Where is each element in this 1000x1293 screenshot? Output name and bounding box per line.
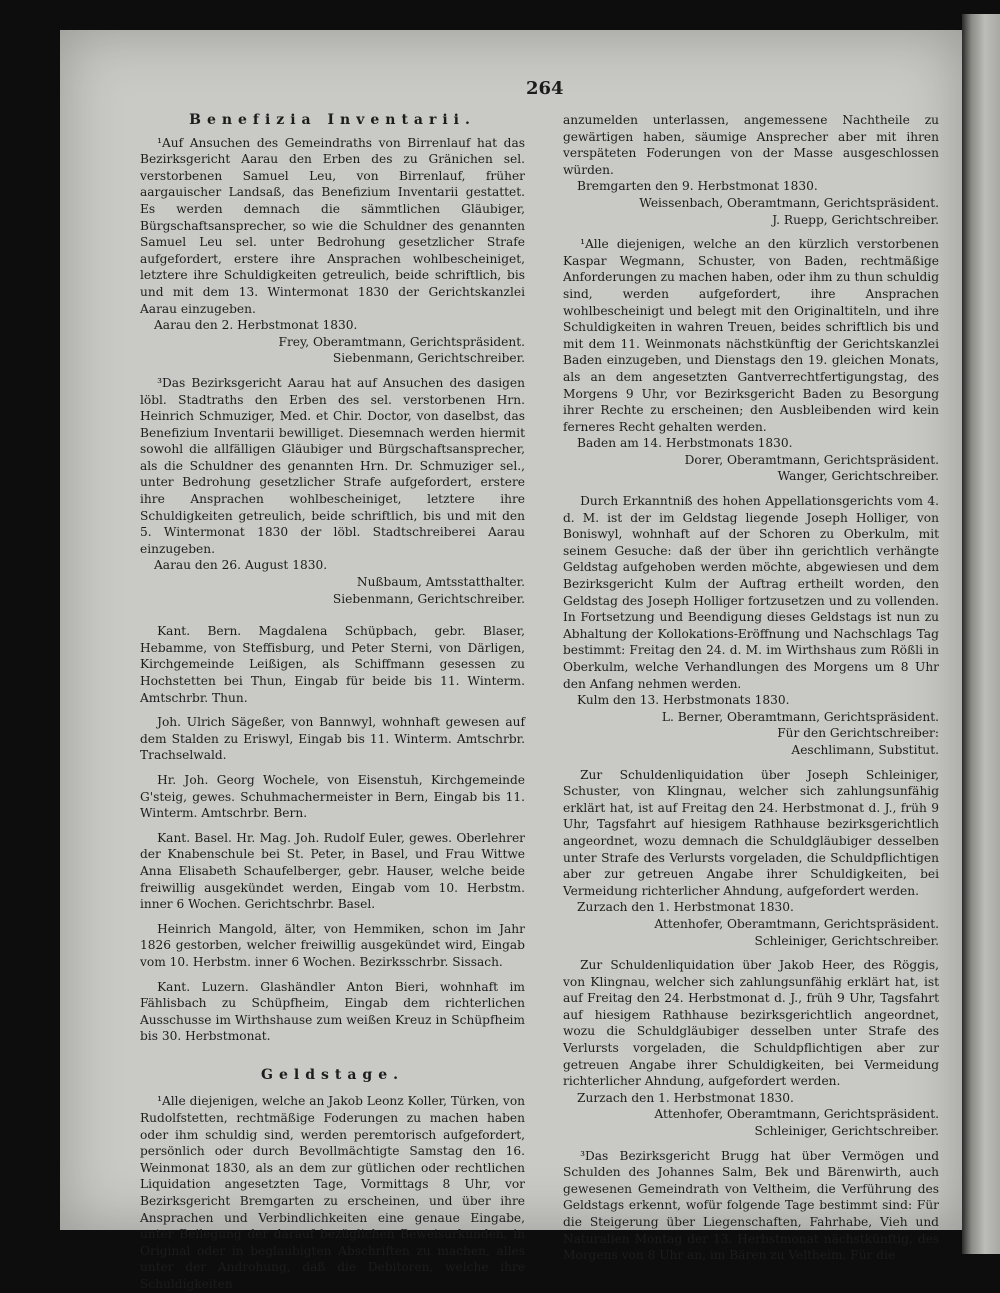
notice-leu bbox=[140, 135, 525, 367]
notice-text: ¹Alle diejenigen, welche an den kürzlich verstorbenen Kaspar Wegmann, Schuster, von Baden, rechtmäßige Anforderungen zu machen haben, oder ihm zu thun schuldig sind, werden aufgefordert, ihre Ansprachen wohlbescheinigt und belegt mit den Originaltiteln, und ihre Schuldigkeiten in wahren Treuen, beides schriftlich bis und mit dem 11. Weinmonats nächstkünftig der Gerichtskanzlei Baden einzugeben, und Dienstags den 19. gleichen Monats, als an dem angesetzten Gantverrechtfertigungstag, des Morgens 9 Uhr, vor Bezirksgericht Baden zu Besorgung ihrer Rechte zu erscheinen; den Ausbleibenden wird kein ferneres Recht gehalten werden. bbox=[563, 237, 939, 434]
notice-place-date: Baden am 14. Herbstmonats 1830. bbox=[577, 436, 793, 451]
notice-heer bbox=[563, 957, 939, 1140]
notice-signature: Wanger, Gerichtschreiber. bbox=[777, 469, 939, 484]
page-number: 264 bbox=[526, 78, 564, 99]
notice-wochele: Hr. Joh. Georg Wochele, von Eisenstuh, Kirchgemeinde G'steig, gewes. Schuhmachermeister in Bern, Eingab bis 11. Winterm. Amtschrbr. Bern. bbox=[140, 772, 525, 821]
notice-schleiniger bbox=[563, 767, 939, 950]
notice-saegesser: Joh. Ulrich Sägeßer, von Bannwyl, wohnhaft gewesen auf dem Stalden zu Eriswyl, Eingab bis 11. Winterm. Amtschrbr. Trachselwald. bbox=[140, 715, 525, 763]
notice-signature: Frey, Oberamtmann, Gerichtspräsident. bbox=[278, 334, 525, 349]
section-title-benefizia: Benefizia Inventarii. bbox=[189, 112, 476, 128]
notice-signature: Attenhofer, Oberamtmann, Gerichtspräsident. bbox=[654, 916, 939, 931]
notice-signature: Weissenbach, Oberamtmann, Gerichtspräsident. bbox=[639, 195, 939, 210]
notice-kant-bern: Kant. Bern. Magdalena Schüpbach, gebr. Blaser, Hebamme, von Steffisburg, und Peter Sterni, von Därligen, Kirchgemeinde Leißigen, als Schiffmann gesessen zu Hochstetten bei Thun, Eingab für beide bis 11. Winterm. Amtschrbr. Thun. bbox=[140, 624, 525, 705]
notice-koller: ¹Alle diejenigen, welche an Jakob Leonz Koller, Türken, von Rudolfstetten, rechtmäßige Foderungen zu machen haben oder ihm schuldig sind, werden peremtorisch aufgefordert, persönlich oder durch Bevollmächtigte Samstag den 16. Weinmonat 1830, als an dem zur gütlichen oder rechtlichen Liquidation angesetzten Tage, Vormittags 8 Uhr, vor Bezirksgericht Bremgarten zu erscheinen, und über ihre Ansprachen und Verbindlichkeiten eine genaue Eingabe, unter Beilegung der darauf bezüglichen Beweisurkunden, in Original oder in beglaubigten Abschriften zu machen, alles unter der Androhung, daß die Debitoren, welche ihre Schuldigkeiten bbox=[140, 1094, 525, 1291]
notice-kant-basel: Kant. Basel. Hr. Mag. Joh. Rudolf Euler, gewes. Oberlehrer der Knabenschule bei St. Peter, in Basel, und Frau Wittwe Anna Elisabeth Schaufelberger, gebr. Hauser, welche beide freiwillig ausgekündet werden, Eingab vom 10. Herbstm. inner 6 Wochen. Gerichtschrbr. Basel. bbox=[140, 830, 525, 912]
section-title-geldstage: Geldstage. bbox=[261, 1066, 404, 1083]
notice-wegmann bbox=[563, 236, 939, 485]
notice-signature: Siebenmann, Gerichtschreiber. bbox=[332, 591, 525, 606]
notice-kant-luzern: Kant. Luzern. Glashändler Anton Bieri, wohnhaft im Fählisbach zu Schüpfheim, Eingab dem richterlichen Ausschusse im Wirthshause zum weißen Kreuz in Schüpfheim bis 30. Herbstmonat. bbox=[140, 979, 525, 1044]
notice-place-date: Aarau den 2. Herbstmonat 1830. bbox=[154, 318, 358, 333]
right-column bbox=[563, 112, 939, 1264]
left-column bbox=[140, 110, 525, 1293]
notice-salm: ³Das Bezirksgericht Brugg hat über Vermögen und Schulden des Johannes Salm, Bek und Bärenwirth, auch gewesenen Gemeindrath von Veltheim, die Verführung des Geldstags erkennt, wofür folgende Tage bestimmt sind: Für die Steigerung über Liegenschaften, Fahrhabe, Vieh und Naturalien Montag der 13. Herbstmonat nächstkünftig, des Morgens von 8 Uhr an, im Bären zu Veltheim. Für die bbox=[563, 1148, 939, 1263]
notice-text: Durch Erkanntniß des hohen Appellationsgerichts vom 4. d. M. ist der im Geldstag liegende Joseph Holliger, von Boniswyl, wohnhaft auf der Schoren zu Oberkulm, mit seinem Gesuche: daß der über ihn gerichtlich verhängte Geldstag aufgehoben werden möchte, abgewiesen und dem Bezirksgericht Kulm der Auftrag ertheilt worden, den Geldstag des Joseph Holliger fortzusetzen und zu vollenden. In Fortsetzung und Beendigung dieses Geldstags ist nun zu Abhaltung der Kollokations-Eröffnung und Nachschlags Tag bestimmt: Freitag den 24. d. M. im Wirthshaus zum Rößli in Oberkulm, welche Verhandlungen des Morgens um 8 Uhr den Anfang nehmen werden. bbox=[563, 494, 939, 691]
notice-place-date: Zurzach den 1. Herbstmonat 1830. bbox=[577, 900, 794, 915]
notice-place-date: Aarau den 26. August 1830. bbox=[154, 558, 328, 573]
notice-signature: J. Ruepp, Gerichtschreiber. bbox=[772, 212, 939, 227]
notice-signature: Schleiniger, Gerichtschreiber. bbox=[754, 933, 939, 948]
notice-text: ³Das Bezirksgericht Aarau hat auf Ansuchen des dasigen löbl. Stadtraths den Erben des sel. verstorbenen Hrn. Heinrich Schmuziger, Med. et Chir. Doctor, von daselbst, das Benefizium Inventarii bewilliget. Diesemnach werden hiermit sowohl die allfälligen Gläubiger und Bürgschaftsansprecher, als die Schuldner des genannten Hrn. Dr. Schmuziger sel., unter Bedrohung gesetzlicher Strafe aufgefordert, erstere ihre Ansprachen wohlbescheiniget, letztere ihre Schuldigkeiten getreulich, beide schriftlich, bis und mit den 5. Wintermonat 1830 der löbl. Stadtschreiberei Aarau einzugeben. bbox=[140, 375, 525, 556]
notice-signature: Dorer, Oberamtmann, Gerichtspräsident. bbox=[684, 452, 939, 467]
notice-signature: Nußbaum, Amtsstatthalter. bbox=[356, 575, 525, 590]
notice-schmuziger bbox=[140, 375, 525, 607]
notice-place-date: Zurzach den 1. Herbstmonat 1830. bbox=[577, 1090, 794, 1105]
notice-mangold: Heinrich Mangold, älter, von Hemmiken, schon im Jahr 1826 gestorben, welcher freiwillig ausgekündet wird, Eingab vom 10. Herbstm. inner 6 Wochen. Bezirksschrbr. Sissach. bbox=[140, 921, 525, 969]
notice-text: ¹Auf Ansuchen des Gemeindraths von Birrenlauf hat das Bezirksgericht Aarau den Erben des zu Gränichen sel. verstorbenen Samuel Leu, von Birrenlauf, früher aargauischer Landsaß, das Benefizium Inventarii gestattet. Es werden demnach die sämmtlichen Gläubiger, Bürgschaftsansprecher, so wie die Schuldner des genannten Samuel Leu sel. unter Bedrohung gesetzlicher Strafe aufgefordert, erstere ihre Ansprachen wohlbescheiniget, letztere ihre Schuldigkeiten getreulich, beide schriftlich, bis und mit dem 13. Wintermonat 1830 der Gerichtskanzlei Aarau einzugeben. bbox=[140, 135, 525, 316]
notice-signature: Für den Gerichtschreiber: bbox=[777, 726, 939, 741]
notice-signature: Schleiniger, Gerichtschreiber. bbox=[754, 1124, 939, 1139]
notice-signature: Siebenmann, Gerichtschreiber. bbox=[332, 351, 525, 366]
notice-place-date: Kulm den 13. Herbstmonats 1830. bbox=[577, 693, 790, 708]
notice-signature: L. Berner, Oberamtmann, Gerichtspräsident. bbox=[661, 709, 939, 724]
notice-holliger bbox=[563, 493, 939, 759]
notice-signature: Aeschlimann, Substitut. bbox=[791, 742, 939, 757]
notice-koller-continued bbox=[563, 112, 939, 228]
notice-place-date: Bremgarten den 9. Herbstmonat 1830. bbox=[577, 179, 818, 194]
book-gutter bbox=[962, 14, 1000, 1254]
notice-text: Zur Schuldenliquidation über Joseph Schleiniger, Schuster, von Klingnau, welcher sich zahlungsunfähig erklärt hat, ist auf Freitag den 24. Herbstmonat d. J., früh 9 Uhr, Tagsfahrt auf hiesigem Rathhause bezirksgerichtlich angeordnet, wozu demnach die Schuldgläubiger desselben unter Strafe des Verlursts vorgeladen, die Schuldpflichtigen aber zur getreuen Angabe ihrer Schuldigkeiten, bei Vermeidung richterlicher Ahndung, aufgefordert werden. bbox=[563, 767, 939, 898]
notice-signature: Attenhofer, Oberamtmann, Gerichtspräsident. bbox=[654, 1107, 939, 1122]
notice-text: Zur Schuldenliquidation über Jakob Heer, des Röggis, von Klingnau, welcher sich zahlungsunfähig erklärt hat, ist auf Freitag den 24. Herbstmonat d. J., früh 9 Uhr, Tagsfahrt auf hiesigem Rathhause bezirksgerichtlich angeordnet, wozu die Schuldgläubiger desselben unter Strafe des Verlursts vorgeladen, die Schuldpflichtigen aber zur getreuen Angabe ihrer Schuldigkeiten, bei Vermeidung richterlicher Ahndung, aufgefordert werden. bbox=[563, 958, 939, 1089]
notice-text: anzumelden unterlassen, angemessene Nachtheile zu gewärtigen haben, säumige Ansprecher aber mit ihren verspäteten Foderungen von der Masse ausgeschlossen würden. bbox=[563, 113, 939, 177]
